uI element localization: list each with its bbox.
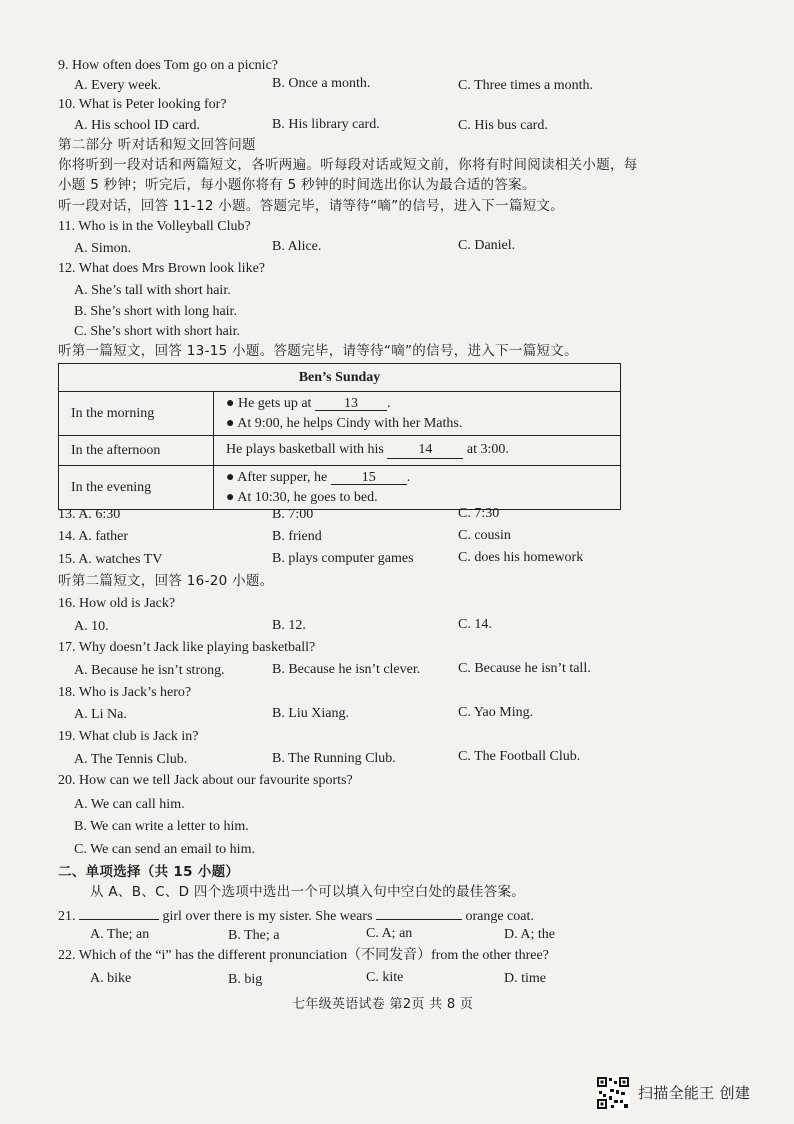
morning-item-1: ● He gets up at 13 .	[226, 395, 391, 411]
q21-option-b: B. The; a	[228, 928, 280, 943]
q14-option-a: 14. A. father	[58, 529, 128, 544]
passage2-instruction: 听第二篇短文，回答 16-20 小题。	[58, 573, 274, 589]
q10-option-c: C. His bus card.	[458, 118, 548, 133]
q12-option-c: C. She’s short with short hair.	[74, 324, 241, 339]
qr-code-icon	[596, 1076, 630, 1110]
passage1-instruction: 听第一篇短文，回答 13-15 小题。答题完毕，请等待“嘀”的信号，进入下一篇短文。	[58, 343, 578, 359]
q21-blank-1[interactable]	[79, 903, 159, 920]
blank-15[interactable]: 15	[331, 468, 407, 485]
q9-option-a: A. Every week.	[74, 78, 162, 93]
q19-option-a: A. The Tennis Club.	[74, 752, 188, 767]
q12-option-b: B. She’s short with long hair.	[74, 304, 237, 319]
q22-option-c: C. kite	[366, 970, 404, 985]
q16-option-b: B. 12.	[272, 618, 306, 633]
q12-option-a: A. She’s tall with short hair.	[74, 283, 231, 298]
q18-option-a: A. Li Na.	[74, 707, 127, 722]
q21-option-c: C. A; an	[366, 926, 413, 941]
choice-section-title: 二、单项选择（共 15 小题）	[58, 864, 240, 880]
q17-question: 17. Why doesn’t Jack like playing basketball?	[58, 640, 316, 655]
q10-question: 10. What is Peter looking for?	[58, 97, 227, 112]
q19-option-c: C. The Football Club.	[458, 749, 581, 764]
q13-option-c: C. 7:30	[458, 506, 500, 521]
q17-option-c: C. Because he isn’t tall.	[458, 661, 591, 676]
bullet-icon: ●	[226, 469, 235, 485]
evening-item-2: ● At 10:30, he goes to bed.	[226, 489, 378, 505]
q19-question: 19. What club is Jack in?	[58, 729, 199, 744]
q12-question: 12. What does Mrs Brown look like?	[58, 261, 265, 276]
q16-option-a: A. 10.	[74, 619, 109, 634]
q15-option-b: B. plays computer games	[272, 551, 414, 566]
bullet-icon: ●	[226, 489, 235, 505]
q14-option-c: C. cousin	[458, 528, 511, 543]
q11-question: 11. Who is in the Volleyball Club?	[58, 219, 251, 234]
table-title: Ben’s Sunday	[59, 364, 621, 392]
q17-option-b: B. Because he isn’t clever.	[272, 662, 421, 677]
part2-instruction-line2: 小题 5 秒钟；听完后，每小题你将有 5 秒钟的时间选出你认为最合适的答案。	[58, 177, 536, 193]
morning-item-2: ● At 9:00, he helps Cindy with her Maths.	[226, 415, 463, 431]
q19-option-b: B. The Running Club.	[272, 751, 396, 766]
evening-label: In the evening	[59, 466, 214, 510]
q20-option-b: B. We can write a letter to him.	[74, 819, 249, 834]
q20-question: 20. How can we tell Jack about our favourite sports?	[58, 773, 353, 788]
q11-option-a: A. Simon.	[74, 241, 132, 256]
q22-option-d: D. time	[504, 971, 546, 986]
afternoon-item: He plays basketball with his 14 at 3:00.	[214, 436, 621, 466]
bullet-icon: ●	[226, 415, 235, 431]
q22-option-a: A. bike	[90, 971, 132, 986]
q9-option-b: B. Once a month.	[272, 76, 371, 91]
scanner-watermark: 扫描全能王 创建	[638, 1084, 751, 1102]
q9-question: 9. How often does Tom go on a picnic?	[58, 58, 278, 73]
q11-option-b: B. Alice.	[272, 239, 322, 254]
q11-option-c: C. Daniel.	[458, 238, 516, 253]
q18-option-b: B. Liu Xiang.	[272, 706, 349, 721]
q15-option-a: 15. A. watches TV	[58, 552, 163, 567]
q13-option-b: B. 7:00	[272, 507, 314, 522]
q20-option-a: A. We can call him.	[74, 797, 185, 812]
q10-option-a: A. His school ID card.	[74, 118, 200, 133]
evening-item-1: ● After supper, he 15 .	[226, 469, 411, 485]
dialogue-instruction: 听一段对话，回答 11-12 小题。答题完毕，请等待“嘀”的信号，进入下一篇短文。	[58, 198, 565, 214]
part2-title: 第二部分 听对话和短文回答问题	[58, 137, 256, 153]
q20-option-c: C. We can send an email to him.	[74, 842, 255, 857]
bullet-icon: ●	[226, 395, 235, 411]
q22-question: 22. Which of the “i” has the different pronunciation（不同发音）from the other three?	[58, 948, 549, 963]
q14-option-b: B. friend	[272, 529, 322, 544]
q21-question: 21. girl over there is my sister. She wears orange coat.	[58, 903, 534, 927]
q21-option-a: A. The; an	[90, 927, 150, 942]
q16-question: 16. How old is Jack?	[58, 596, 176, 611]
q21-option-d: D. A; the	[504, 927, 555, 942]
q13-option-a: 13. A. 6:30	[58, 507, 121, 522]
morning-label: In the morning	[59, 392, 214, 436]
q15-option-c: C. does his homework	[458, 550, 584, 565]
q17-option-a: A. Because he isn’t strong.	[74, 663, 225, 678]
q21-blank-2[interactable]	[376, 903, 462, 920]
afternoon-label: In the afternoon	[59, 436, 214, 466]
q18-question: 18. Who is Jack’s hero?	[58, 685, 192, 700]
choice-instruction: 从 A、B、C、D 四个选项中选出一个可以填入句中空白处的最佳答案。	[90, 884, 526, 900]
q16-option-c: C. 14.	[458, 617, 492, 632]
blank-13[interactable]: 13	[315, 394, 387, 411]
blank-14[interactable]: 14	[387, 442, 463, 459]
q10-option-b: B. His library card.	[272, 117, 380, 132]
page-footer: 七年级英语试卷 第2页 共 8 页	[292, 997, 474, 1012]
q9-option-c: C. Three times a month.	[458, 78, 594, 93]
q18-option-c: C. Yao Ming.	[458, 705, 534, 720]
part2-instruction-line1: 你将听到一段对话和两篇短文，各听两遍。听每段对话或短文前，你将有时间阅读相关小题，每	[58, 157, 638, 173]
q22-option-b: B. big	[228, 972, 263, 987]
bens-sunday-table	[58, 363, 621, 510]
